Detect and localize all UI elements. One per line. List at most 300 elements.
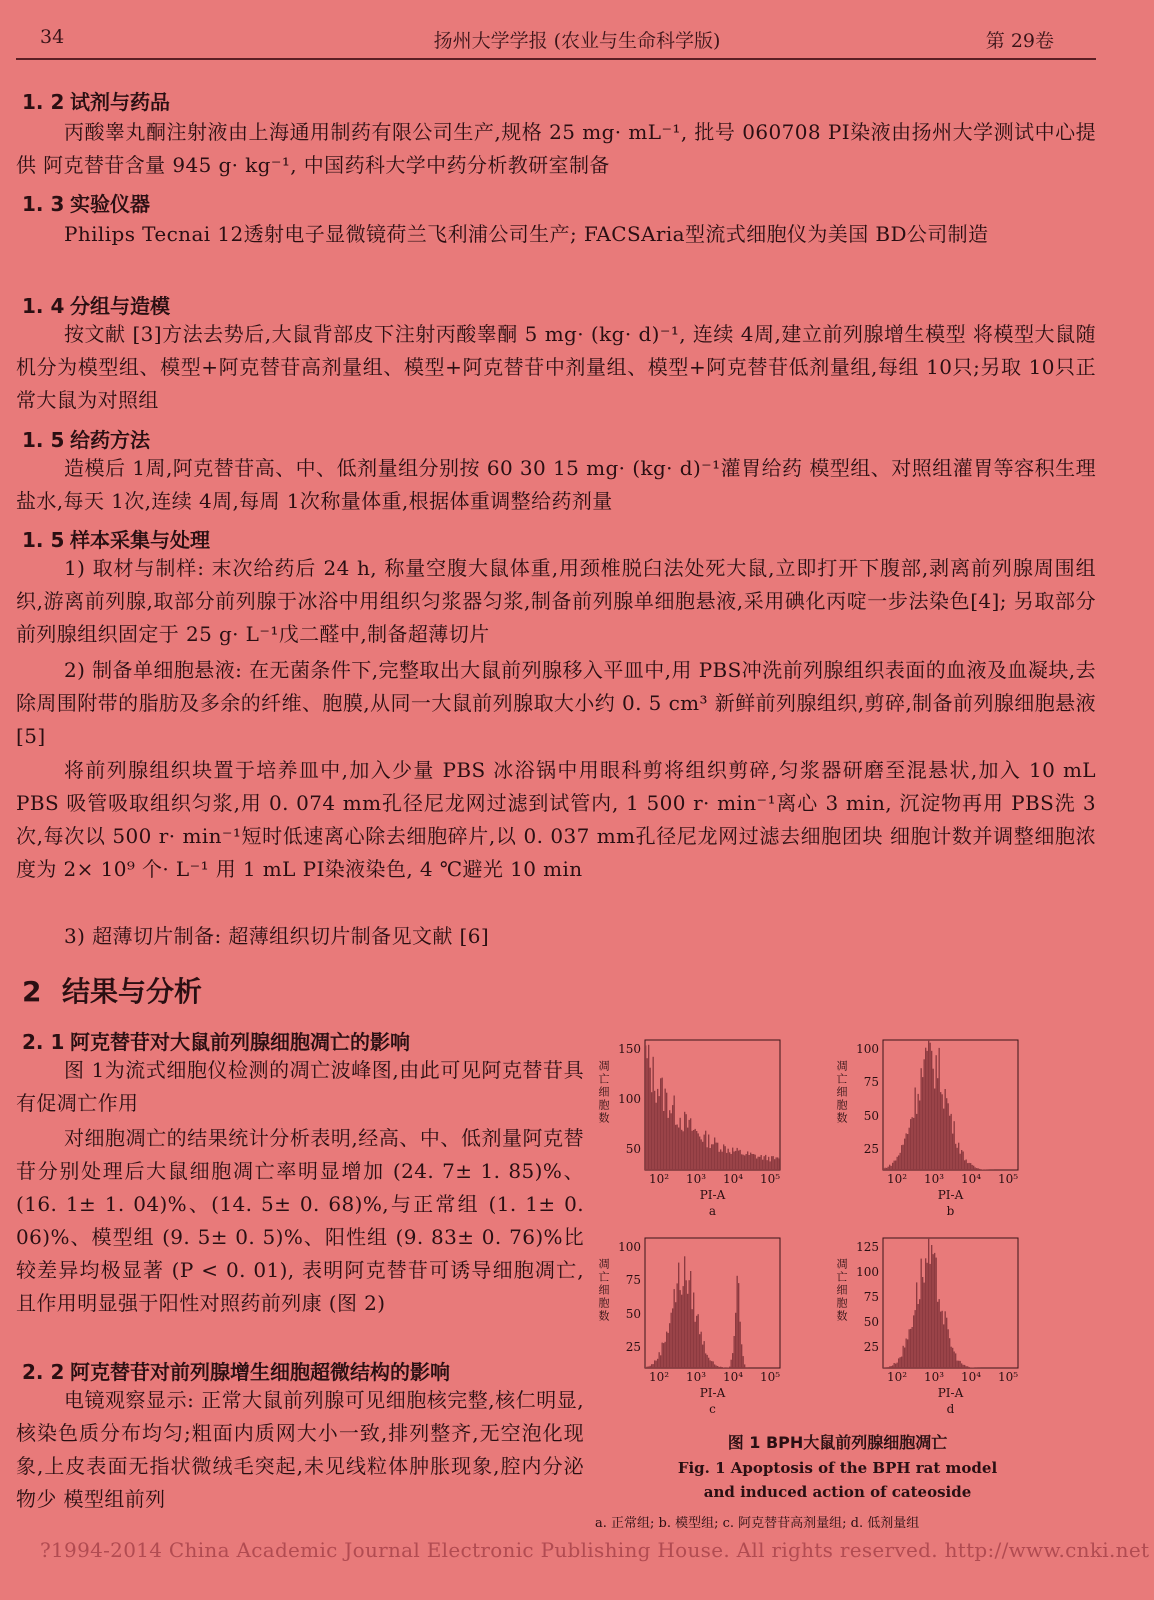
histogram-bar	[888, 1167, 889, 1170]
figure-caption-en-line1: Fig. 1 Apoptosis of the BPH rat model	[677, 1459, 998, 1477]
histogram-bar	[695, 1129, 696, 1170]
histogram-bar	[684, 1112, 685, 1170]
histogram-bar	[933, 1069, 934, 1170]
histogram-bar	[672, 1308, 673, 1368]
x-tick-label: 10⁵	[760, 1172, 781, 1186]
histogram-bar	[650, 1366, 651, 1368]
histogram-bar	[885, 1168, 886, 1170]
histogram-bar	[939, 1048, 940, 1170]
figure-1	[595, 1030, 1080, 1530]
journal-title: 扬州大学学报 (农业与生命科学版)	[433, 30, 721, 52]
histogram-bar	[936, 1055, 937, 1170]
y-tick-label: 100	[618, 1240, 641, 1254]
histogram-bar	[958, 1361, 959, 1368]
histogram-bar	[939, 1299, 940, 1368]
histogram-bar	[713, 1144, 714, 1170]
histogram-bar	[913, 1315, 914, 1368]
histogram-bar	[744, 1364, 745, 1368]
histogram-bar	[958, 1143, 959, 1170]
histogram-bar	[741, 1344, 742, 1368]
histogram-bar	[654, 1360, 655, 1368]
histogram-bar	[948, 1329, 949, 1368]
histogram-bar	[653, 1057, 654, 1170]
histogram-bar	[969, 1163, 970, 1170]
histogram-bar	[687, 1294, 688, 1368]
histogram-bar	[940, 1092, 941, 1170]
histogram-bar	[705, 1131, 706, 1170]
panel-sublabel: d	[946, 1402, 955, 1416]
histogram-bar	[904, 1139, 905, 1170]
histogram-bar	[903, 1346, 904, 1368]
histogram-bar	[931, 1245, 932, 1368]
histogram-bar	[761, 1155, 762, 1170]
panel-sublabel: b	[946, 1204, 955, 1218]
histogram-bar	[732, 1353, 733, 1368]
histogram-bar	[684, 1256, 685, 1368]
y-tick-label: 100	[856, 1265, 879, 1279]
histogram-bar	[699, 1137, 700, 1171]
histogram-bar	[921, 1068, 922, 1170]
histogram-bar	[738, 1151, 739, 1170]
histogram-bar	[886, 1168, 887, 1170]
histogram-bar	[945, 1311, 946, 1368]
header-rule	[16, 58, 1096, 60]
histogram-bar	[943, 1324, 944, 1368]
histogram-bar	[972, 1368, 973, 1369]
histogram-bar	[922, 1077, 923, 1170]
section-heading-1-5: 1. 5 给药方法	[22, 428, 150, 452]
histogram-bar	[937, 1302, 938, 1368]
y-tick-label: 100	[856, 1042, 879, 1056]
histogram-bar	[710, 1148, 711, 1170]
histogram-bar	[776, 1157, 777, 1170]
histogram-bar	[924, 1283, 925, 1368]
histogram-bar	[744, 1155, 745, 1170]
histogram-bar	[680, 1118, 681, 1170]
histogram-bar	[741, 1154, 742, 1170]
histogram-bar	[915, 1310, 916, 1368]
histogram-panel-a	[595, 1030, 805, 1220]
histogram-bar	[942, 1094, 943, 1170]
histogram-bar	[960, 1361, 961, 1368]
histogram-bar	[755, 1155, 756, 1170]
histogram-bar	[907, 1134, 908, 1170]
histogram-bar	[964, 1160, 965, 1170]
histogram-bar	[934, 1253, 935, 1368]
histogram-bar	[909, 1128, 910, 1170]
histogram-bar	[967, 1366, 968, 1368]
sample-para-2: 2) 制备单细胞悬液: 在无菌条件下,完整取出大鼠前列腺移入平皿中,用 PBS冲洗前列腺组织表面的血液及血凝块,去除周围附带的脂肪及多余的纤维、胞膜,从同一大鼠前列腺取大小约 0. 5 cm³ 新鲜前列腺组织,剪碎,制备前列腺细胞悬液[5]	[16, 658, 1096, 748]
histogram-bar	[931, 1051, 932, 1170]
section-2-1-para-1: 图 1为流式细胞仪检测的凋亡波峰图,由此可见阿克替苷具有促凋亡作用	[16, 1058, 584, 1115]
histogram-bar	[666, 1093, 667, 1170]
histogram-bar	[708, 1358, 709, 1368]
histogram-bar	[922, 1277, 923, 1368]
page-number: 34	[40, 26, 65, 48]
y-axis-label: 凋亡细胞数	[597, 1060, 610, 1125]
histogram-bar	[771, 1156, 772, 1170]
histogram-bar	[925, 1048, 926, 1170]
volume-label: 第 29卷	[985, 30, 1054, 52]
histogram-bar	[728, 1149, 729, 1170]
histogram-bar	[675, 1125, 676, 1170]
histogram-bar	[660, 1355, 661, 1368]
histogram-bar	[650, 1068, 651, 1170]
histogram-bar	[889, 1165, 890, 1170]
y-tick-label: 75	[625, 1273, 641, 1288]
histogram-bar	[695, 1322, 696, 1368]
section-1-5-text: 造模后 1周,阿克替苷高、中、低剂量组分别按 60 30 15 mg· (kg· d)⁻¹灌胃给药 模型组、对照组灌胃等容积生理盐水,每天 1次,连续 4周,每周 1次称量体重,根据体重调整给药剂量	[16, 456, 1096, 513]
histogram-bar	[701, 1139, 702, 1170]
histogram-bar	[774, 1159, 775, 1170]
histogram-bar	[942, 1311, 943, 1368]
histogram-bar	[889, 1366, 890, 1368]
histogram-bar	[651, 1364, 652, 1368]
section-2-1-para-2: 对细胞凋亡的结果统计分析表明,经高、中、低剂量阿克替苷分别处理后大鼠细胞凋亡率明显增加 (24. 7± 1. 85)%、(16. 1± 1. 04)%、(14. 5± 0. 68)%,与正常组 (1. 1± 0. 06)%、模型组 (9. 5± 0. 5)%、阳性组 (9. 83± 0. 76)%比较差异均极显著 (P < 0. 01), 表明阿克替苷可诱导细胞凋亡,且作用明显强于阳性对照药前列康 (图 2)	[16, 1126, 584, 1315]
histogram-bar	[737, 1276, 738, 1368]
histogram-bar	[891, 1166, 892, 1170]
histogram-bar	[735, 1313, 736, 1368]
histogram-bar	[900, 1357, 901, 1368]
histogram-bar	[940, 1312, 941, 1368]
histogram-bar	[969, 1367, 970, 1368]
histogram-bar	[900, 1153, 901, 1170]
x-axis-label: PI-A	[937, 1188, 964, 1202]
histogram-bar	[885, 1367, 886, 1368]
section-heading-2-2: 2. 2 阿克替苷对前列腺增生细胞超微结构的影响	[22, 1360, 450, 1384]
histogram-bar	[705, 1353, 706, 1368]
figure-caption-en-line2: and induced action of cateoside	[703, 1483, 972, 1501]
histogram-bar	[666, 1332, 667, 1368]
sample-para-1: 1) 取材与制样: 末次给药后 24 h, 称量空腹大鼠体重,用颈椎脱臼法处死大鼠,立即打开下腹部,剥离前列腺周围组织,游离前列腺,取部分前列腺于冰浴中用组织匀浆器匀浆,制备前列腺单细胞悬液,采用碘化丙啶一步法染色[4]; 另取部分前列腺组织固定于 25 g· L⁻¹戊二醛中,制备超薄切片	[16, 556, 1096, 646]
y-axis-label: 凋亡细胞数	[835, 1060, 848, 1125]
x-tick-label: 10²	[649, 1172, 670, 1186]
section-heading-2-1: 2. 1 阿克替苷对大鼠前列腺细胞凋亡的影响	[22, 1030, 410, 1054]
x-tick-label: 10⁵	[998, 1172, 1019, 1186]
section-heading-1-2: 1. 2 试剂与药品	[22, 90, 170, 114]
histogram-bar	[671, 1113, 672, 1170]
histogram-bar	[912, 1327, 913, 1368]
histogram-bar	[647, 1367, 648, 1368]
histogram-bar	[892, 1163, 893, 1170]
x-tick-label: 10⁴	[723, 1172, 744, 1186]
histogram-bar	[894, 1363, 895, 1368]
histogram-bar	[662, 1078, 663, 1170]
y-tick-label: 25	[625, 1340, 641, 1354]
histogram-bar	[717, 1143, 718, 1170]
histogram-bar	[707, 1147, 708, 1170]
x-tick-label: 10³	[686, 1370, 707, 1384]
histogram-bar	[723, 1144, 724, 1170]
histogram-bar	[895, 1161, 896, 1171]
histogram-bar	[648, 1367, 649, 1369]
histogram-bar	[689, 1120, 690, 1170]
histogram-bar	[777, 1157, 778, 1170]
histogram-bar	[732, 1148, 733, 1170]
histogram-bar	[764, 1156, 765, 1170]
histogram-bar	[656, 1361, 657, 1368]
panel-sublabel: a	[708, 1204, 717, 1218]
histogram-bar	[768, 1157, 769, 1170]
histogram-panel-b	[833, 1030, 1043, 1220]
histogram-bar	[910, 1329, 911, 1368]
histogram-bar	[669, 1323, 670, 1368]
watermark: ?1994-2014 China Academic Journal Electronic Publishing House. All rights reserved. http://www.cnki.net	[40, 1538, 1150, 1562]
histogram-bar	[699, 1334, 700, 1368]
y-axis-label: 凋亡细胞数	[597, 1258, 610, 1323]
histogram-bar	[949, 1116, 950, 1170]
figure-caption-cn: 图 1 BPH大鼠前列腺细胞凋亡	[727, 1433, 948, 1452]
histogram-bar	[720, 1149, 721, 1170]
histogram-bar	[897, 1157, 898, 1170]
histogram-bar	[967, 1163, 968, 1170]
section-1-4-text: 按文献 [3]方法去势后,大鼠背部皮下注射丙酸睾酮 5 mg· (kg· d)⁻¹, 连续 4周,建立前列腺增生模型 将模型大鼠随机分为模型组、模型+阿克替苷高剂量组、模型+阿克替苷中剂量组、模型+阿克替苷低剂量组,每组 10只;另取 10只正常大鼠为对照组	[16, 322, 1097, 412]
histogram-bar	[711, 1144, 712, 1170]
y-tick-label: 125	[856, 1240, 879, 1254]
histogram-bar	[726, 1153, 727, 1170]
x-tick-label: 10⁴	[961, 1172, 982, 1186]
sample-para-4: 3) 超薄切片制备: 超薄组织切片制备见文献 [6]	[64, 924, 490, 948]
histogram-bar	[722, 1152, 723, 1170]
histogram-bar	[909, 1329, 910, 1368]
x-tick-label: 10³	[924, 1172, 945, 1186]
histogram-bar	[921, 1259, 922, 1368]
histogram-bar	[895, 1364, 896, 1368]
histogram-bar	[758, 1157, 759, 1170]
histogram-bar	[692, 1309, 693, 1368]
histogram-bar	[934, 1089, 935, 1171]
histogram-bar	[770, 1161, 771, 1170]
histogram-bar	[907, 1339, 908, 1368]
histogram-bar	[759, 1157, 760, 1170]
histogram-bar	[886, 1367, 887, 1368]
histogram-bar	[716, 1366, 717, 1369]
histogram-bar	[645, 1045, 646, 1170]
histogram-bar	[913, 1118, 914, 1170]
histogram-bar	[943, 1109, 944, 1170]
histogram-bar	[948, 1103, 949, 1170]
histogram-bar	[952, 1134, 953, 1170]
histogram-bar	[714, 1138, 715, 1171]
histogram-bar	[690, 1118, 691, 1170]
histogram-bar	[702, 1345, 703, 1368]
histogram-bar	[918, 1304, 919, 1368]
histogram-bar	[746, 1367, 747, 1368]
histogram-bar	[698, 1133, 699, 1170]
x-tick-label: 10⁴	[961, 1370, 982, 1384]
histogram-bar	[660, 1078, 661, 1170]
y-tick-label: 50	[625, 1142, 641, 1156]
histogram-bar	[891, 1366, 892, 1368]
histogram-bar	[743, 1356, 744, 1368]
histogram-bar	[960, 1154, 961, 1170]
section-heading-2: 2 结果与分析	[22, 975, 203, 1008]
panel-sublabel: c	[709, 1402, 716, 1416]
x-tick-label: 10³	[924, 1370, 945, 1384]
histogram-bar	[979, 1169, 980, 1170]
histogram-bar	[892, 1365, 893, 1368]
histogram-bar	[714, 1364, 715, 1368]
histogram-bar	[954, 1352, 955, 1369]
x-tick-label: 10⁵	[998, 1370, 1019, 1384]
histogram-bar	[729, 1367, 730, 1368]
histogram-bar	[972, 1165, 973, 1170]
histogram-bar	[897, 1363, 898, 1368]
histogram-bar	[743, 1155, 744, 1170]
histogram-bar	[681, 1130, 682, 1170]
histogram-bar	[701, 1332, 702, 1368]
histogram-bar	[773, 1156, 774, 1170]
histogram-bar	[693, 1293, 694, 1369]
histogram-bar	[916, 1114, 917, 1170]
histogram-bar	[973, 1166, 974, 1170]
histogram-bar	[678, 1128, 679, 1171]
histogram-bar	[927, 1263, 928, 1368]
histogram-bar	[734, 1152, 735, 1171]
histogram-bar	[702, 1142, 703, 1170]
histogram-bar	[750, 1153, 751, 1170]
histogram-bar	[672, 1105, 673, 1170]
histogram-bar	[711, 1361, 712, 1368]
histogram-bar	[946, 1098, 947, 1170]
histogram-bar	[916, 1282, 917, 1368]
histogram-bar	[978, 1168, 979, 1170]
histogram-bar	[918, 1094, 919, 1170]
histogram-bar	[668, 1333, 669, 1368]
histogram-bar	[687, 1128, 688, 1170]
histogram-bar	[765, 1155, 766, 1170]
histogram-bar	[951, 1347, 952, 1368]
histogram-bar	[970, 1163, 971, 1170]
histogram-bar	[930, 1043, 931, 1170]
histogram-bar	[961, 1150, 962, 1170]
histogram-bar	[946, 1318, 947, 1368]
histogram-bar	[936, 1258, 937, 1368]
histogram-bar	[910, 1119, 911, 1170]
histogram-bar	[735, 1151, 736, 1170]
histogram-bar	[945, 1089, 946, 1170]
histogram-bar	[717, 1366, 718, 1368]
figure-caption-en	[595, 1456, 1080, 1504]
y-tick-label: 25	[863, 1142, 879, 1156]
histogram-bar	[957, 1148, 958, 1170]
histogram-bar	[951, 1114, 952, 1170]
y-tick-label: 50	[863, 1315, 879, 1329]
histogram-bar	[925, 1258, 926, 1368]
histogram-bar	[753, 1154, 754, 1170]
histogram-bar	[966, 1366, 967, 1368]
histogram-bar	[746, 1154, 747, 1170]
histogram-bar	[683, 1131, 684, 1170]
histogram-bar	[901, 1357, 902, 1368]
y-tick-label: 150	[618, 1042, 641, 1056]
histogram-bar	[683, 1286, 684, 1368]
histogram-bar	[675, 1302, 676, 1368]
y-tick-label: 25	[863, 1340, 879, 1354]
histogram-bar	[663, 1111, 664, 1170]
histogram-bar	[728, 1368, 729, 1369]
histogram-bar	[686, 1280, 687, 1368]
histogram-bar	[734, 1336, 735, 1368]
histogram-bar	[898, 1155, 899, 1170]
x-axis-label: PI-A	[699, 1188, 726, 1202]
histogram-bar	[919, 1101, 920, 1171]
histogram-bar	[654, 1091, 655, 1170]
section-heading-1-4: 1. 4 分组与造模	[22, 294, 170, 318]
histogram-bar	[903, 1145, 904, 1170]
histogram-bar	[729, 1152, 730, 1170]
histogram-bar	[704, 1341, 705, 1368]
histogram-bar	[720, 1367, 721, 1368]
histogram-bar	[710, 1360, 711, 1368]
histogram-bar	[952, 1348, 953, 1368]
section-heading-sample: 1. 5 样本采集与处理	[22, 528, 210, 552]
histogram-bar	[976, 1168, 977, 1170]
histogram-bar	[686, 1114, 687, 1170]
y-tick-label: 50	[625, 1306, 641, 1321]
histogram-bar	[725, 1146, 726, 1170]
histogram-bar	[894, 1161, 895, 1170]
histogram-bar	[906, 1339, 907, 1369]
histogram-bar	[924, 1059, 925, 1170]
histogram-bar	[663, 1343, 664, 1368]
histogram-bar	[906, 1133, 907, 1170]
histogram-bar	[674, 1096, 675, 1171]
histogram-bar	[677, 1283, 678, 1368]
histogram-bar	[665, 1342, 666, 1368]
histogram-bar	[719, 1152, 720, 1170]
histogram-bar	[704, 1135, 705, 1170]
histogram-bar	[731, 1154, 732, 1170]
histogram-bar	[740, 1322, 741, 1368]
histogram-bar	[963, 1152, 964, 1171]
histogram-bar	[647, 1058, 648, 1170]
histogram-bar	[662, 1343, 663, 1368]
y-tick-label: 50	[863, 1108, 879, 1123]
histogram-bar	[949, 1338, 950, 1368]
y-tick-label: 100	[618, 1092, 641, 1106]
histogram-bar	[651, 1092, 652, 1170]
histogram-bar	[692, 1131, 693, 1170]
histogram-bar	[690, 1271, 691, 1368]
x-tick-label: 10²	[887, 1370, 908, 1384]
histogram-bar	[656, 1103, 657, 1170]
x-tick-label: 10³	[686, 1172, 707, 1186]
histogram-bar	[680, 1290, 681, 1368]
histogram-bar	[779, 1159, 780, 1171]
histogram-bar	[955, 1144, 956, 1170]
histogram-bar	[707, 1355, 708, 1368]
histogram-bar	[674, 1289, 675, 1368]
histogram-bar	[904, 1348, 905, 1369]
histogram-bar	[982, 1170, 983, 1171]
histogram-bar	[671, 1313, 672, 1368]
histogram-bar	[928, 1238, 929, 1368]
x-axis-label: PI-A	[937, 1386, 964, 1400]
histogram-bar	[645, 1367, 646, 1368]
histogram-bar	[657, 1089, 658, 1170]
histogram-bar	[915, 1088, 916, 1171]
histogram-bar	[930, 1264, 931, 1368]
histogram-bar	[762, 1160, 763, 1170]
histogram-bar	[719, 1367, 720, 1368]
histogram-bar	[961, 1363, 962, 1368]
section-1-3-text: Philips Tecnai 12透射电子显微镜荷兰飞利浦公司生产; FACSAria型流式细胞仪为美国 BD公司制造	[64, 222, 989, 246]
histogram-bar	[749, 1155, 750, 1170]
histogram-bar	[955, 1353, 956, 1368]
histogram-bar	[669, 1110, 670, 1170]
histogram-bar	[693, 1130, 694, 1170]
